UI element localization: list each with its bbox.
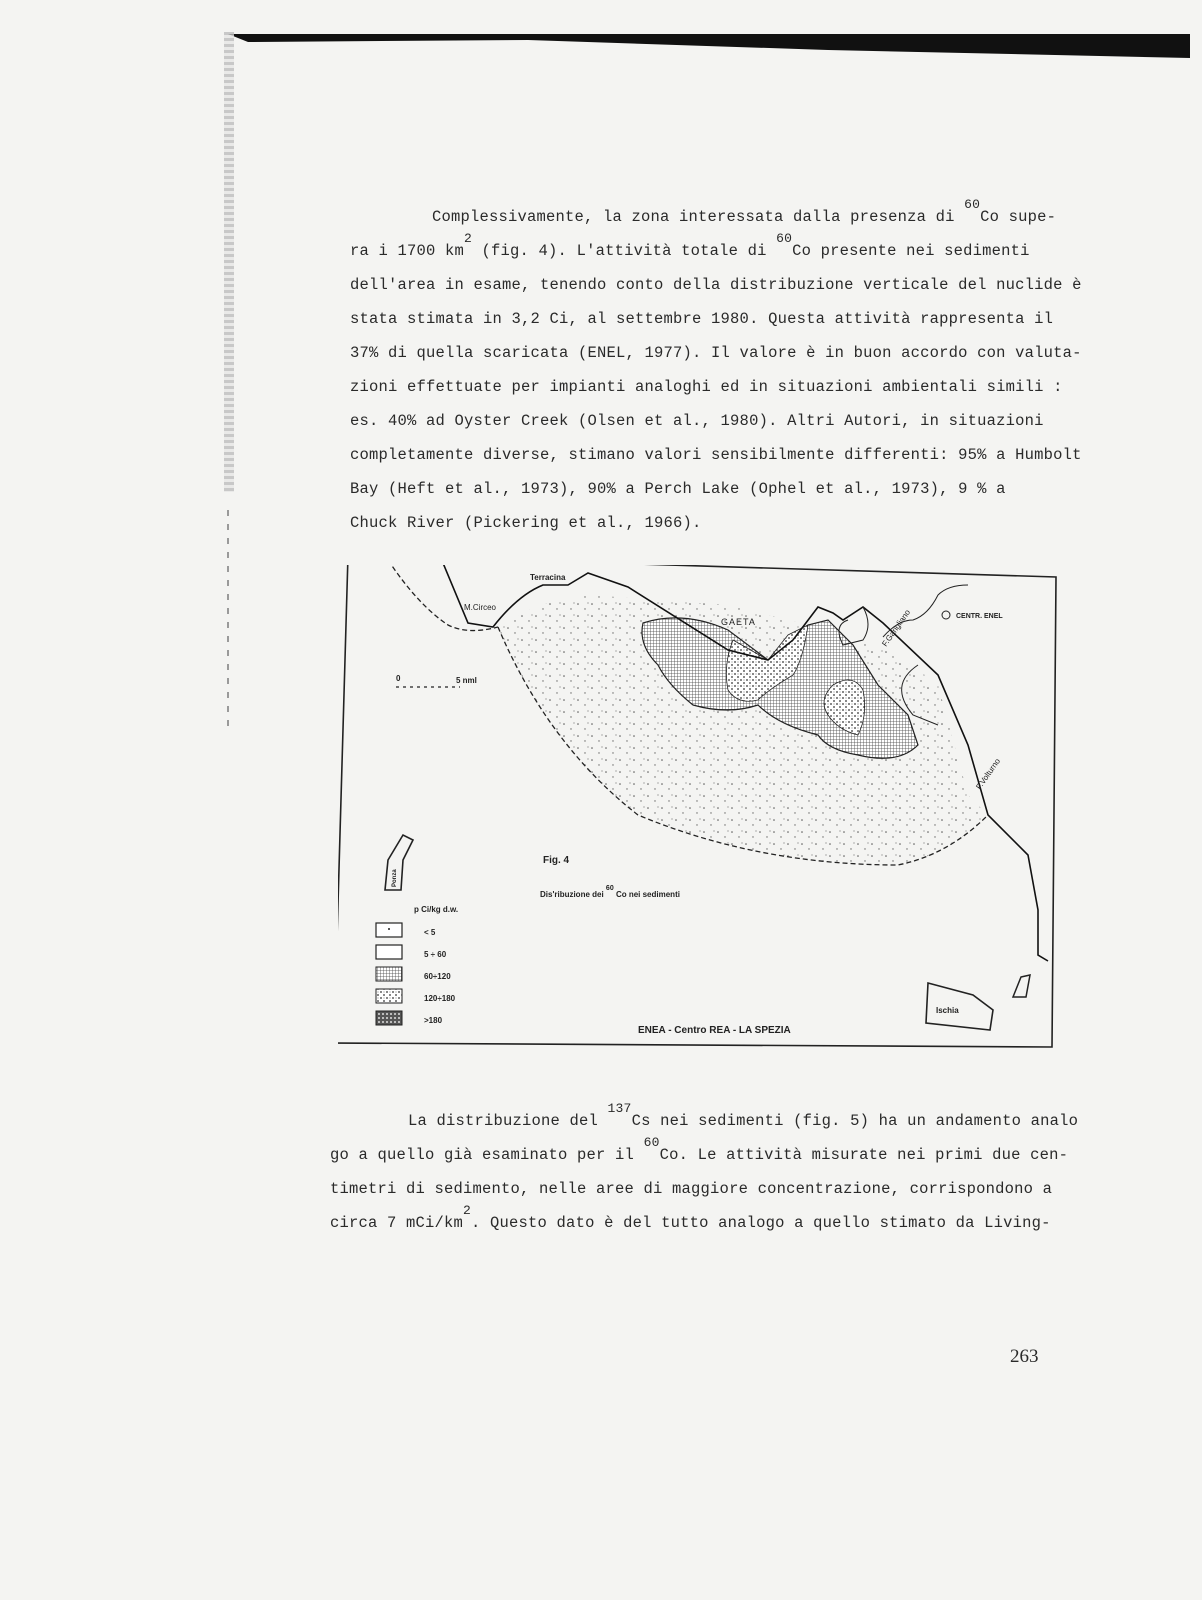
text-line: Complessivamente, la zona interessata dalla presenza di $^{60}$Co supe- [432,197,1057,226]
legend-swatch-dense [376,989,402,1003]
label-gaeta: GAETA [721,617,756,627]
figure-number: Fig. 4 [543,855,570,866]
paragraph-1 [350,197,1110,540]
label-centrale: CENTR. ENEL [956,613,1003,620]
label-ischia: Ischia [936,1006,959,1015]
legend-item [376,967,451,981]
figure-title: Dis'ribuzione dei 60 Co nei sedimenti [540,885,680,899]
power-plant-icon [942,611,950,619]
text-line: Chuck River (Pickering et al., 1966). [350,514,702,532]
legend-item [376,989,456,1003]
legend-item [376,923,436,937]
scale-zero: 0 [396,674,401,683]
text-line: completamente diverse, stimano valori sensibilmente differenti: 95% a Humbolt [350,446,1082,464]
legend-item [376,945,447,959]
legend-label: 5 ÷ 60 [424,950,447,959]
figure-credit: ENEA - Centro REA - LA SPEZIA [638,1025,791,1036]
text-line: dell'area in esame, tenendo conto della distribuzione verticale del nuclide è [350,276,1082,294]
zone-boundary-dashed-outer [388,565,498,631]
label-garigliano: F.Garigliano [880,608,913,649]
text-line: circa 7 mCi/$km^2$. Questo dato è del tutto analogo a quello stimato da Living- [330,1203,1051,1232]
legend-label: < 5 [424,928,436,937]
text-line: 37% di quella scaricata (ENEL, 1977). Il valore è in buon accordo con valuta- [350,344,1082,362]
text-line: es. 40% ad Oyster Creek (Olsen et al., 1980). Altri Autori, in situazioni [350,412,1044,430]
label-ponza: Ponza [392,869,398,887]
island-procida [1013,975,1030,997]
label-circeo: M.Circeo [464,603,497,612]
label-volturno: F.Volturno [974,756,1003,792]
scan-border-top [228,30,1190,60]
text-line: zioni effettuate per impianti analoghi ed in situazioni ambientali simili : [350,378,1063,396]
text-line: ra i 1700 $km^2$ (fig. 4). L'attività totale di $^{60}$Co presente nei sedimenti [350,231,1030,260]
paragraph-2 [330,1101,1090,1240]
scan-border-left [224,32,234,492]
legend-item [376,1011,443,1025]
legend-label: 120÷180 [424,994,456,1003]
legend-label: >180 [424,1016,443,1025]
page-number: 263 [1010,1346,1039,1367]
island-ponza [385,835,413,890]
legend-swatch-empty [376,945,402,959]
figure-4-map [338,565,1072,1068]
scale-end: 5 nml [456,676,477,685]
text-line: timetri di sedimento, nelle aree di maggiore concentrazione, corrispondono a [330,1180,1053,1198]
text-line: stata stimata in 3,2 Ci, al settembre 1980. Questa attività rappresenta il [350,310,1054,328]
legend-swatch-grid [376,967,402,981]
legend-swatch-dark [376,1011,402,1025]
legend-label: 60÷120 [424,972,451,981]
legend-unit: p Ci/kg d.w. [414,905,459,914]
scan-mark-left [227,510,229,730]
text-line: La distribuzione del $^{137}$Cs nei sedimenti (fig. 5) ha un andamento analo [408,1101,1079,1130]
zone-low-activity [498,595,988,865]
label-terracina: Terracina [530,573,566,582]
text-line: Bay (Heft et al., 1973), 90% a Perch Lake (Ophel et al., 1973), 9 % a [350,480,1006,498]
text-line: go a quello già esaminato per il $^{60}$Co. Le attività misurate nei primi due cen- [330,1135,1069,1164]
